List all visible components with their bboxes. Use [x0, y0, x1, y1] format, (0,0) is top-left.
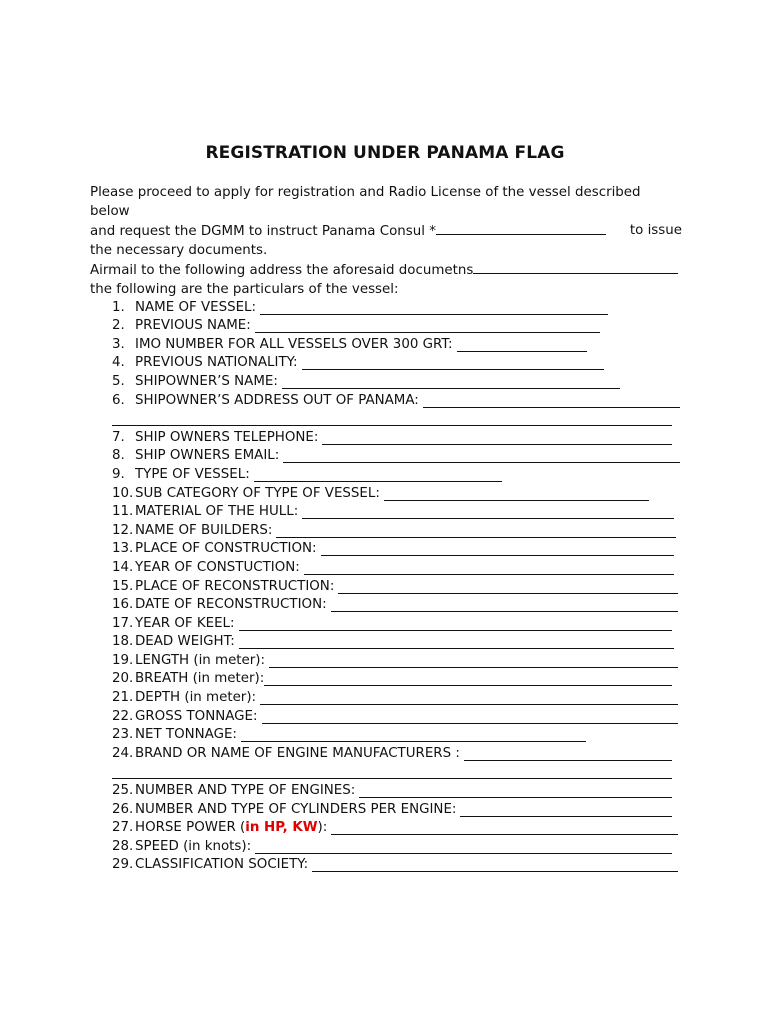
list-item: [112, 352, 682, 371]
item-label: BRAND OR NAME OF ENGINE MANUFACTURERS :: [135, 745, 460, 761]
item-label: LENGTH (in meter):: [135, 652, 266, 668]
item-label: NET TONNAGE:: [135, 727, 237, 743]
answer-field[interactable]: [384, 488, 649, 501]
answer-field[interactable]: [260, 302, 608, 315]
intro-line: the following are the particulars of the vessel:: [90, 282, 399, 297]
item-label: SHIPOWNER’S NAME:: [135, 373, 278, 389]
answer-field[interactable]: [254, 469, 502, 482]
item-label: PREVIOUS NAME:: [135, 318, 251, 334]
item-label: DATE OF RECONSTRUCTION:: [135, 597, 327, 613]
item-number: 11.: [112, 504, 134, 520]
list-item: [112, 854, 682, 873]
item-number: 25.: [112, 783, 134, 799]
list-item: [112, 686, 682, 705]
item-number: 10.: [112, 485, 134, 501]
item-number: 21.: [112, 690, 134, 706]
item-label: BREATH (in meter):: [135, 671, 265, 687]
item-label: SHIP OWNERS EMAIL:: [135, 448, 280, 464]
list-item: [112, 426, 682, 445]
item-label: NAME OF VESSEL:: [135, 299, 256, 315]
list-item: [112, 445, 682, 464]
item-number: 5.: [112, 373, 125, 389]
item-number: 7.: [112, 429, 125, 445]
item-label: YEAR OF KEEL:: [135, 615, 235, 631]
intro-paragraph: [90, 183, 682, 299]
answer-field[interactable]: [269, 655, 678, 668]
item-number: 18.: [112, 634, 134, 650]
answer-field[interactable]: [241, 729, 586, 742]
item-label: DEAD WEIGHT:: [135, 634, 235, 650]
answer-field[interactable]: [302, 357, 604, 370]
answer-field[interactable]: [255, 841, 672, 854]
answer-field[interactable]: [359, 785, 672, 798]
item-label: SHIP OWNERS TELEPHONE:: [135, 429, 319, 445]
item-label: TYPE OF VESSEL:: [135, 466, 250, 482]
item-label: NUMBER AND TYPE OF ENGINES:: [135, 783, 356, 799]
answer-field[interactable]: [312, 859, 678, 872]
answer-field[interactable]: [331, 599, 678, 612]
particulars-list: [112, 296, 682, 872]
item-number: 12.: [112, 522, 134, 538]
list-item: [112, 482, 682, 501]
item-label-highlight: in HP, KW: [245, 820, 318, 836]
list-item: [112, 705, 682, 724]
intro-line: [90, 221, 682, 241]
list-item: [112, 612, 682, 631]
answer-field[interactable]: [112, 413, 672, 426]
item-number: 6.: [112, 392, 125, 408]
list-item: [112, 296, 682, 315]
intro-text: Airmail to the following address the aforesaid documetns: [90, 263, 474, 278]
item-number: 26.: [112, 801, 134, 817]
answer-field[interactable]: [338, 581, 678, 594]
intro-line: Please proceed to apply for registration and Radio License of the vessel described below: [90, 185, 641, 219]
item-label: ):: [317, 820, 328, 836]
list-item: [112, 556, 682, 575]
answer-field[interactable]: [239, 618, 672, 631]
page-title: REGISTRATION UNDER PANAMA FLAG: [205, 143, 565, 163]
item-number: 9.: [112, 466, 125, 482]
item-label: PREVIOUS NATIONALITY:: [135, 355, 298, 371]
list-item: [112, 668, 682, 687]
item-label: PLACE OF CONSTRUCTION:: [135, 541, 317, 557]
list-item: [112, 315, 682, 334]
list-item: [112, 817, 682, 836]
list-item: [112, 389, 682, 408]
item-number: 28.: [112, 838, 134, 854]
consul-blank[interactable]: [436, 221, 606, 235]
item-number: 1.: [112, 299, 125, 315]
address-blank[interactable]: [473, 260, 678, 274]
answer-field[interactable]: [283, 450, 680, 463]
list-item: [112, 649, 682, 668]
list-item: [112, 519, 682, 538]
list-item: [112, 370, 682, 389]
item-number: 17.: [112, 615, 134, 631]
list-item: [112, 724, 682, 743]
item-label: SUB CATEGORY OF TYPE OF VESSEL:: [135, 485, 380, 501]
item-number: 15.: [112, 578, 134, 594]
answer-field[interactable]: [302, 506, 674, 519]
intro-text: to issue: [629, 223, 682, 238]
list-item: [112, 798, 682, 817]
answer-field[interactable]: [276, 525, 676, 538]
item-number: 23.: [112, 727, 134, 743]
list-item: [112, 742, 682, 761]
list-item: [112, 463, 682, 482]
item-number: 3.: [112, 336, 125, 352]
item-number: 24.: [112, 745, 134, 761]
item-number: 29.: [112, 857, 134, 873]
item-label: DEPTH (in meter):: [135, 690, 257, 706]
item-label: NAME OF BUILDERS:: [135, 522, 273, 538]
answer-field[interactable]: [112, 766, 672, 779]
answer-field[interactable]: [457, 339, 587, 352]
answer-field[interactable]: [460, 804, 672, 817]
intro-line: [90, 260, 682, 280]
item-number: 8.: [112, 448, 125, 464]
item-number: 13.: [112, 541, 134, 557]
answer-field[interactable]: [322, 432, 672, 445]
list-item: [112, 575, 682, 594]
list-item: [112, 538, 682, 557]
item-label: MATERIAL OF THE HULL:: [135, 504, 299, 520]
answer-field[interactable]: [262, 711, 678, 724]
list-item-continuation: [112, 408, 682, 427]
answer-field[interactable]: [255, 320, 600, 333]
item-label: IMO NUMBER FOR ALL VESSELS OVER 300 GRT:: [135, 336, 453, 352]
item-number: 16.: [112, 597, 134, 613]
answer-field[interactable]: [304, 562, 674, 575]
answer-field[interactable]: [321, 543, 674, 556]
intro-line: the necessary documents.: [90, 243, 268, 258]
answer-field[interactable]: [331, 822, 678, 835]
item-number: 22.: [112, 708, 134, 724]
list-item: [112, 333, 682, 352]
item-label: SPEED (in knots):: [135, 838, 252, 854]
item-label: PLACE OF RECONSTRUCTION:: [135, 578, 335, 594]
list-item: [112, 501, 682, 520]
item-number: 27.: [112, 820, 134, 836]
item-label: CLASSIFICATION SOCIETY:: [135, 857, 309, 873]
item-label: SHIPOWNER’S ADDRESS OUT OF PANAMA:: [135, 392, 419, 408]
answer-field[interactable]: [423, 395, 680, 408]
answer-field[interactable]: [239, 636, 674, 649]
list-item: [112, 779, 682, 798]
answer-field[interactable]: [264, 673, 672, 686]
item-label: GROSS TONNAGE:: [135, 708, 258, 724]
item-label: YEAR OF CONSTUCTION:: [135, 559, 300, 575]
list-item: [112, 835, 682, 854]
intro-text: and request the DGMM to instruct Panama Consul *: [90, 224, 436, 239]
answer-field[interactable]: [464, 748, 672, 761]
item-number: 4.: [112, 355, 125, 371]
answer-field[interactable]: [260, 692, 678, 705]
item-label: HORSE POWER (: [135, 820, 246, 836]
item-number: 19.: [112, 652, 134, 668]
item-number: 20.: [112, 671, 134, 687]
item-number: 14.: [112, 559, 134, 575]
answer-field[interactable]: [282, 376, 620, 389]
list-item-continuation: [112, 761, 682, 780]
item-label: NUMBER AND TYPE OF CYLINDERS PER ENGINE:: [135, 801, 457, 817]
list-item: [112, 631, 682, 650]
list-item: [112, 594, 682, 613]
item-number: 2.: [112, 318, 125, 334]
